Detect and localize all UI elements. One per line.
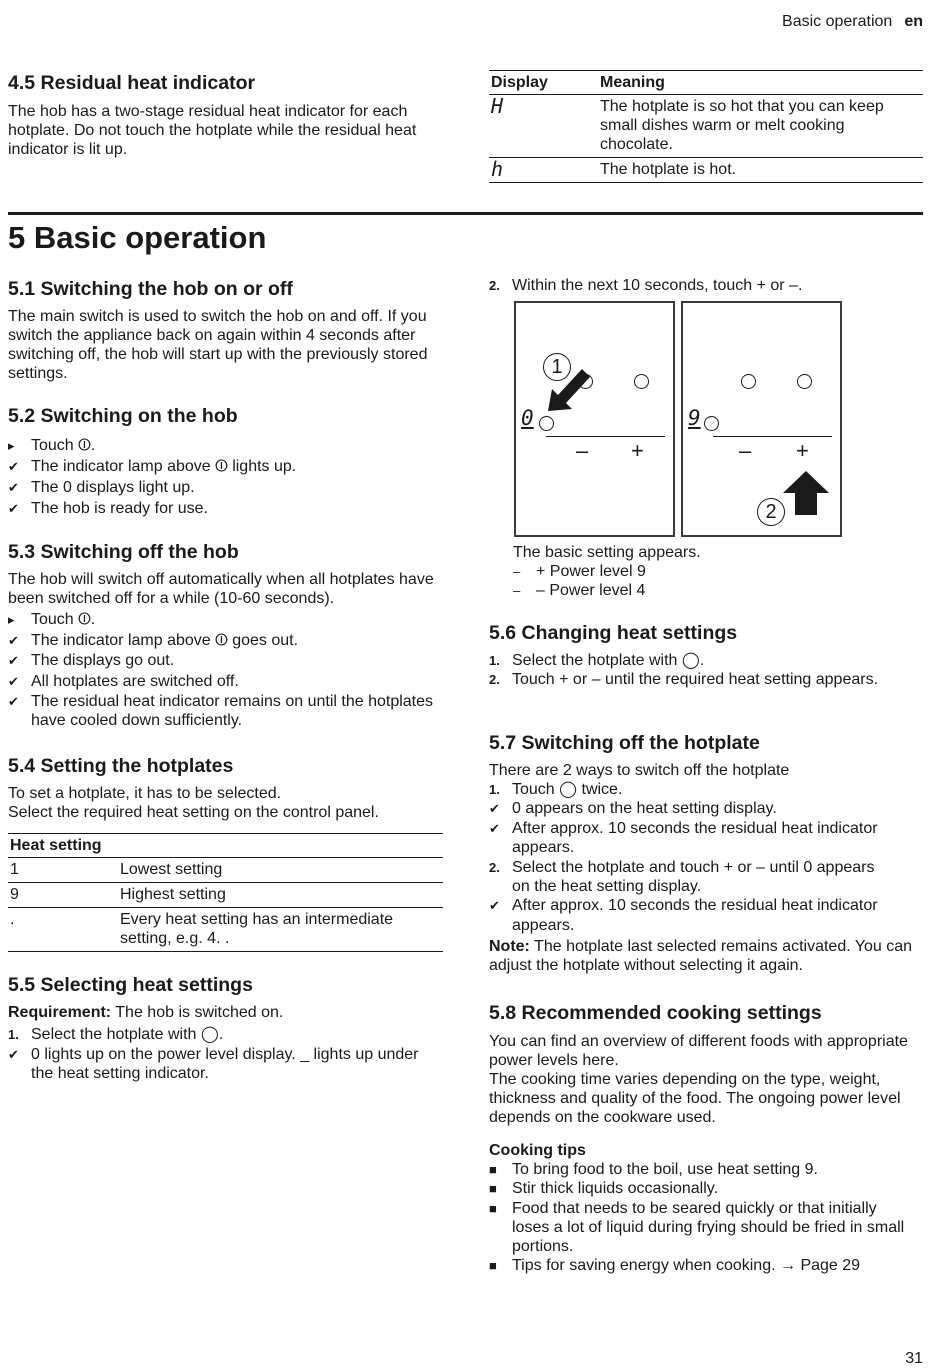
note-label: Note: (489, 938, 530, 956)
step-text: Select the hotplate with ◯. (512, 652, 705, 669)
control-panel-left (514, 301, 675, 537)
requirement-text: The hob is switched on. (111, 1004, 284, 1021)
list-item (489, 1160, 909, 1179)
step-marker: ▸ (8, 438, 15, 453)
list-item (489, 858, 892, 897)
hotplate-select-icon (741, 374, 756, 389)
section-5-3 (8, 540, 443, 730)
power-level-display: 0 (521, 406, 534, 430)
chapter-rule (8, 212, 923, 215)
section-5-7 (489, 731, 923, 975)
step-text: 0 lights up on the power level display. _ lights up under the heat setting indicator. (31, 1045, 419, 1082)
list-item (489, 799, 921, 818)
minus-button[interactable]: – (576, 438, 589, 463)
step-text: The indicator lamp above ⏼ lights up. (31, 458, 297, 475)
table-row (489, 158, 923, 183)
step-text: All hotplates are switched off. (31, 672, 239, 690)
table-row (8, 908, 443, 952)
step-marker: ▸ (8, 612, 15, 627)
list-item (8, 456, 443, 477)
bullet-text: + Power level 9 (536, 563, 646, 580)
hotplate-select-icon (704, 416, 719, 431)
list-item (489, 1256, 909, 1275)
setting-value: Every heat setting has an intermediate setting, e.g. 4. . (118, 908, 443, 952)
running-header (782, 12, 923, 31)
residual-heat-table (489, 70, 923, 183)
section-title-5-6: 5.6 Changing heat settings (489, 622, 738, 644)
section-body-5-4a: To set a hotplate, it has to be selected. (8, 785, 282, 802)
step-text: The displays go out. (31, 652, 175, 669)
step-number: 1. (8, 1027, 19, 1042)
check-icon: ✔ (489, 898, 500, 914)
requirement-label: Requirement: (8, 1004, 112, 1021)
table-header-heat-setting: Heat setting (8, 834, 443, 858)
step-number: 2. (489, 859, 500, 875)
callout-2: 2 (757, 498, 785, 526)
step-text: After approx. 10 seconds the residual heat indicator appears. (512, 819, 878, 857)
section-5-6 (489, 621, 923, 689)
list-item (8, 672, 436, 693)
header-section: Basic operation (782, 13, 893, 30)
section-5-5 (8, 973, 443, 1084)
table-row (489, 95, 923, 158)
section-title-5-4: 5.4 Setting the hotplates (8, 755, 234, 777)
tip-text: Food that needs to be seared quickly or that initially loses a lot of liquid during frying should be fried in small portions. (512, 1199, 905, 1256)
bullet-marker: ■ (489, 1258, 497, 1274)
table-row (8, 883, 443, 908)
step-number: 2. (489, 278, 500, 293)
bullet-text: – Power level 4 (536, 582, 646, 599)
step-text: Touch + or – until the required heat setting appears. (512, 671, 879, 688)
setting-key: 9 (8, 883, 118, 908)
section-intro-5-7: There are 2 ways to switch off the hotplate (489, 762, 790, 779)
section-title-5-2: 5.2 Switching on the hob (8, 405, 238, 427)
setting-value: Highest setting (118, 883, 443, 908)
step-text: The residual heat indicator remains on until the hotplates have cooled down sufficiently. (31, 693, 434, 729)
section-title-5-1: 5.1 Switching the hob on or off (8, 278, 293, 300)
section-5-2 (8, 404, 443, 519)
list-item (489, 651, 889, 670)
list-item (8, 1045, 440, 1084)
requirement (8, 1003, 443, 1022)
check-icon: ✔ (8, 653, 19, 668)
step-number: 1. (489, 653, 500, 668)
tip-text: To bring food to the boil, use heat setting 9. (512, 1161, 818, 1178)
arrow-up-icon (781, 469, 831, 517)
list-item (513, 562, 913, 581)
section-title-5-5: 5.5 Selecting heat settings (8, 974, 253, 996)
table-header-meaning: Meaning (598, 71, 923, 95)
step-text: Touch ⏼. (31, 611, 96, 628)
power-level-list (513, 562, 913, 600)
section-title-4-5: 4.5 Residual heat indicator (8, 72, 256, 94)
table-row (8, 858, 443, 883)
bullet-marker: ■ (489, 1181, 497, 1197)
tip-text: Stir thick liquids occasionally. (512, 1180, 719, 1198)
list-item (489, 1199, 909, 1257)
list-item (489, 1179, 909, 1198)
steps-5-7 (489, 780, 921, 935)
list-item (8, 498, 443, 519)
check-icon: ✔ (8, 673, 19, 689)
list-item (489, 819, 921, 858)
check-icon: ✔ (8, 632, 19, 648)
section-body-5-1: The main switch is used to switch the hob on and off. If you switch the appliance back on again within 4 seconds after switching off, the hob will start up with the previously stored settings. (8, 308, 428, 382)
section-body-5-8a: You can find an overview of different foods with appropriate power levels here. (489, 1033, 908, 1069)
callout-1: 1 (543, 353, 571, 381)
tip-text: Tips for saving energy when cooking. → Page 29 (512, 1257, 861, 1275)
steps-5-5 (8, 1025, 440, 1084)
steps-5-5b (489, 276, 923, 295)
panel-divider (546, 436, 665, 437)
section-body-5-4b: Select the required heat setting on the control panel. (8, 804, 379, 821)
list-item (489, 276, 923, 295)
step-text: 0 appears on the heat setting display. (512, 800, 777, 818)
section-4-5 (8, 71, 443, 159)
list-item (8, 1025, 440, 1045)
check-icon: ✔ (489, 820, 500, 836)
section-title-5-3: 5.3 Switching off the hob (8, 541, 239, 563)
step-text: Select the hotplate with ◯. (31, 1026, 224, 1043)
display-symbol: h (489, 158, 598, 183)
hotplate-select-icon (539, 416, 554, 431)
steps-5-3 (8, 610, 436, 730)
step-text: The indicator lamp above ⏼ goes out. (31, 631, 299, 649)
list-item (489, 670, 889, 689)
bullet-marker: ■ (489, 1162, 497, 1177)
step-text: The 0 displays light up. (31, 479, 195, 496)
list-item (8, 631, 436, 652)
note-text: The hotplate last selected remains activated. You can adjust the hotplate without selecting it again. (489, 938, 913, 975)
meaning-text: The hotplate is hot. (598, 158, 923, 183)
steps-5-2 (8, 435, 443, 519)
list-item (489, 896, 921, 935)
hotplate-select-icon (634, 374, 649, 389)
step-number: 1. (489, 782, 500, 797)
check-icon: ✔ (8, 480, 19, 495)
step-text: Select the hotplate and touch + or – until 0 appears on the heat setting display. (512, 858, 875, 896)
minus-button[interactable]: – (739, 438, 752, 463)
arrow-down-left-icon (546, 365, 591, 413)
plus-button[interactable]: + (631, 438, 644, 463)
power-level-display: 9 (688, 406, 701, 430)
section-title-5-8: 5.8 Recommended cooking settings (489, 1002, 822, 1024)
setting-value: Lowest setting (118, 858, 443, 883)
step-text: The hob is ready for use. (31, 500, 208, 517)
list-item (8, 692, 436, 730)
hotplate-select-icon (797, 374, 812, 389)
header-language: en (904, 13, 923, 30)
display-symbol: H (489, 95, 598, 158)
section-body-4-5: The hob has a two-stage residual heat indicator for each hotplate. Do not touch the hotplate while the residual heat indicator is lit up. (8, 103, 417, 158)
setting-key: 1 (8, 858, 118, 883)
list-item (489, 780, 921, 799)
step-text: Touch ◯ twice. (512, 781, 623, 798)
check-icon: ✔ (8, 501, 19, 516)
step-2-within (489, 276, 923, 295)
list-item (513, 581, 913, 600)
check-icon: ✔ (8, 1046, 19, 1062)
list-item (8, 651, 436, 672)
meaning-text: The hotplate is so hot that you can keep small dishes warm or melt cooking chocolate. (598, 95, 923, 158)
section-body-5-8b: The cooking time varies depending on the type, weight, thickness and quality of the food. The ongoing power level depends on the cookware used. (489, 1071, 901, 1126)
list-item (8, 477, 443, 498)
step-number: 2. (489, 672, 500, 687)
section-5-1 (8, 277, 443, 383)
cooking-tips-list (489, 1160, 909, 1276)
list-item (8, 435, 443, 456)
dash-marker: – (513, 583, 521, 598)
section-body-5-3: The hob will switch off automatically when all hotplates have been switched off for a while (10-60 seconds). (8, 571, 434, 607)
result-text: The basic setting appears. (513, 544, 701, 561)
heat-setting-table (8, 833, 443, 952)
check-icon: ✔ (8, 694, 19, 709)
cooking-tips-title: Cooking tips (489, 1142, 586, 1159)
table-header-display: Display (489, 71, 598, 95)
chapter-heading (8, 220, 266, 256)
section-title-5-7: 5.7 Switching off the hotplate (489, 732, 760, 754)
section-5-4 (8, 754, 443, 952)
list-item (8, 610, 436, 631)
step-text: Within the next 10 seconds, touch + or –. (512, 277, 803, 294)
setting-key: . (8, 908, 118, 952)
bullet-marker: ■ (489, 1200, 497, 1216)
steps-5-6 (489, 651, 889, 689)
chapter-title: 5 Basic operation (8, 220, 267, 255)
panel-divider (713, 436, 832, 437)
page-number: 31 (905, 1350, 923, 1367)
check-icon: ✔ (8, 459, 19, 474)
dash-marker: – (513, 564, 521, 579)
control-panel-right (681, 301, 842, 537)
basic-setting-result (513, 543, 913, 600)
plus-button[interactable]: + (796, 438, 809, 463)
note (489, 937, 923, 975)
step-text: After approx. 10 seconds the residual heat indicator appears. (512, 897, 878, 934)
check-icon: ✔ (489, 801, 500, 817)
step-text: Touch ⏼. (31, 437, 96, 454)
section-5-8 (489, 1001, 923, 1276)
